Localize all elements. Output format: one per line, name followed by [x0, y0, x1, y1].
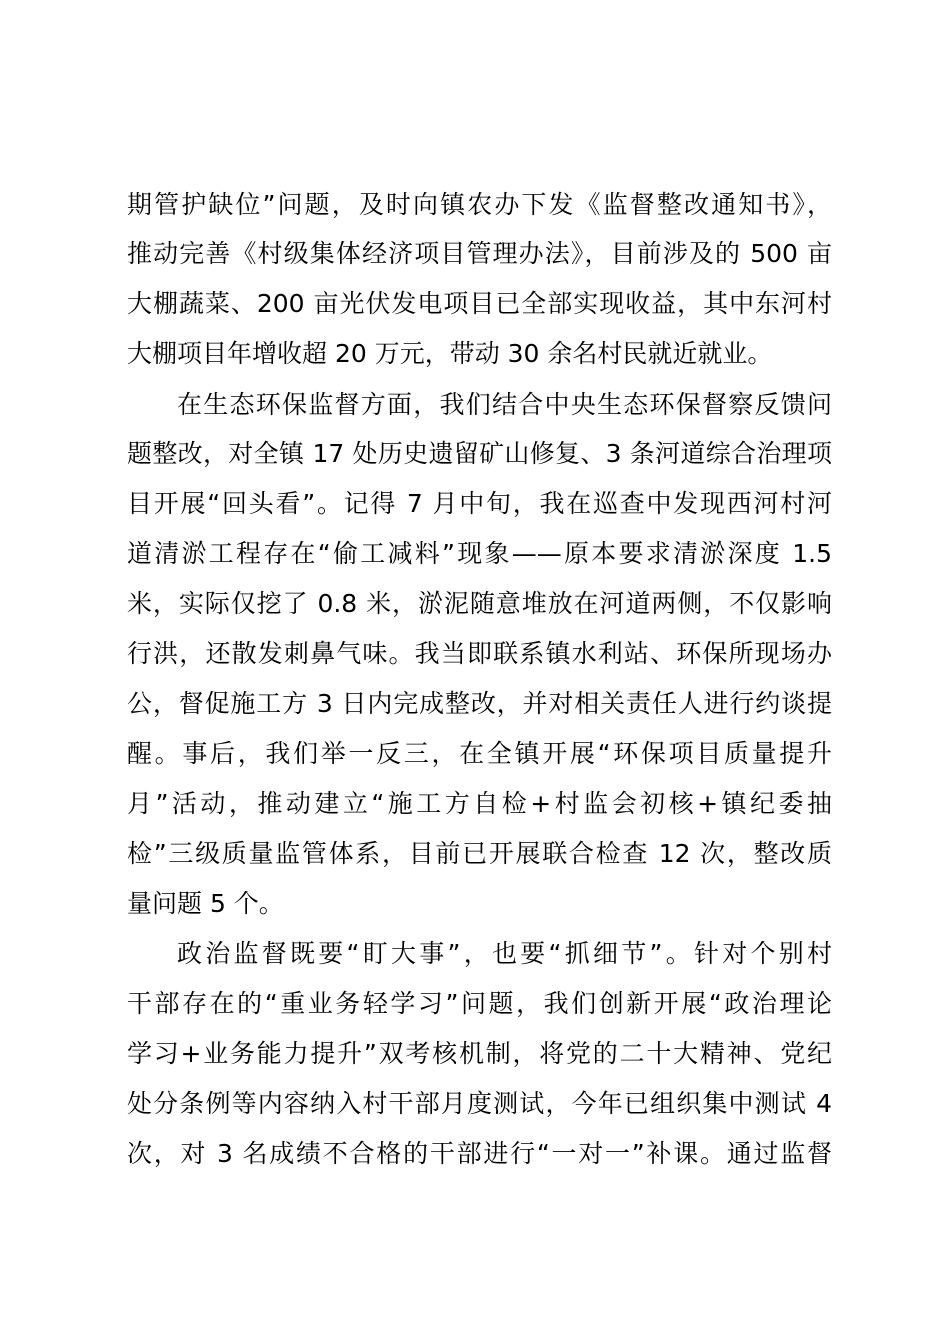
text-line: 期管护缺位”问题，及时向镇农办下发《监督整改通知书》，: [127, 190, 832, 219]
text-line: 大棚项目年增收超 20 万元，带动 30 余名村民就近就业。: [127, 339, 773, 368]
paragraph-first-line: 政治监督既要“盯大事”，也要“抓细节”。针对个别村: [177, 939, 832, 968]
text-line: 干部存在的“重业务轻学习”问题，我们创新开展“政治理论: [127, 989, 832, 1018]
text-line: 学习+业务能力提升”双考核机制，将党的二十大精神、党纪: [127, 1039, 832, 1068]
text-line: 量问题 5 个。: [127, 889, 284, 918]
text-line: 推动完善《村级集体经济项目管理办法》，目前涉及的 500 亩: [127, 239, 832, 268]
text-line: 月”活动，推动建立“施工方自检+村监会初核+镇纪委抽: [127, 789, 832, 818]
text-line: 道清淤工程存在“偷工减料”现象——原本要求清淤深度 1.5: [127, 539, 832, 568]
text-line: 处分条例等内容纳入村干部月度测试，今年已组织集中测试 4: [127, 1089, 832, 1118]
text-line: 公，督促施工方 3 日内完成整改，并对相关责任人进行约谈提: [127, 689, 832, 718]
text-line: 醒。事后，我们举一反三，在全镇开展“环保项目质量提升: [127, 739, 832, 768]
text-line: 行洪，还散发刺鼻气味。我当即联系镇水利站、环保所现场办: [127, 639, 832, 668]
text-line: 大棚蔬菜、200 亩光伏发电项目已全部实现收益，其中东河村: [127, 289, 832, 318]
text-line: 题整改，对全镇 17 处历史遗留矿山修复、3 条河道综合治理项: [127, 439, 832, 468]
text-line: 次，对 3 名成绩不合格的干部进行“一对一”补课。通过监督: [127, 1139, 832, 1168]
paragraph-first-line: 在生态环保监督方面，我们结合中央生态环保督察反馈问: [177, 390, 832, 419]
text-line: 米，实际仅挖了 0.8 米，淤泥随意堆放在河道两侧，不仅影响: [127, 589, 832, 618]
text-line: 目开展“回头看”。记得 7 月中旬，我在巡查中发现西河村河: [127, 489, 832, 518]
text-line: 检”三级质量监管体系，目前已开展联合检查 12 次，整改质: [127, 839, 832, 868]
